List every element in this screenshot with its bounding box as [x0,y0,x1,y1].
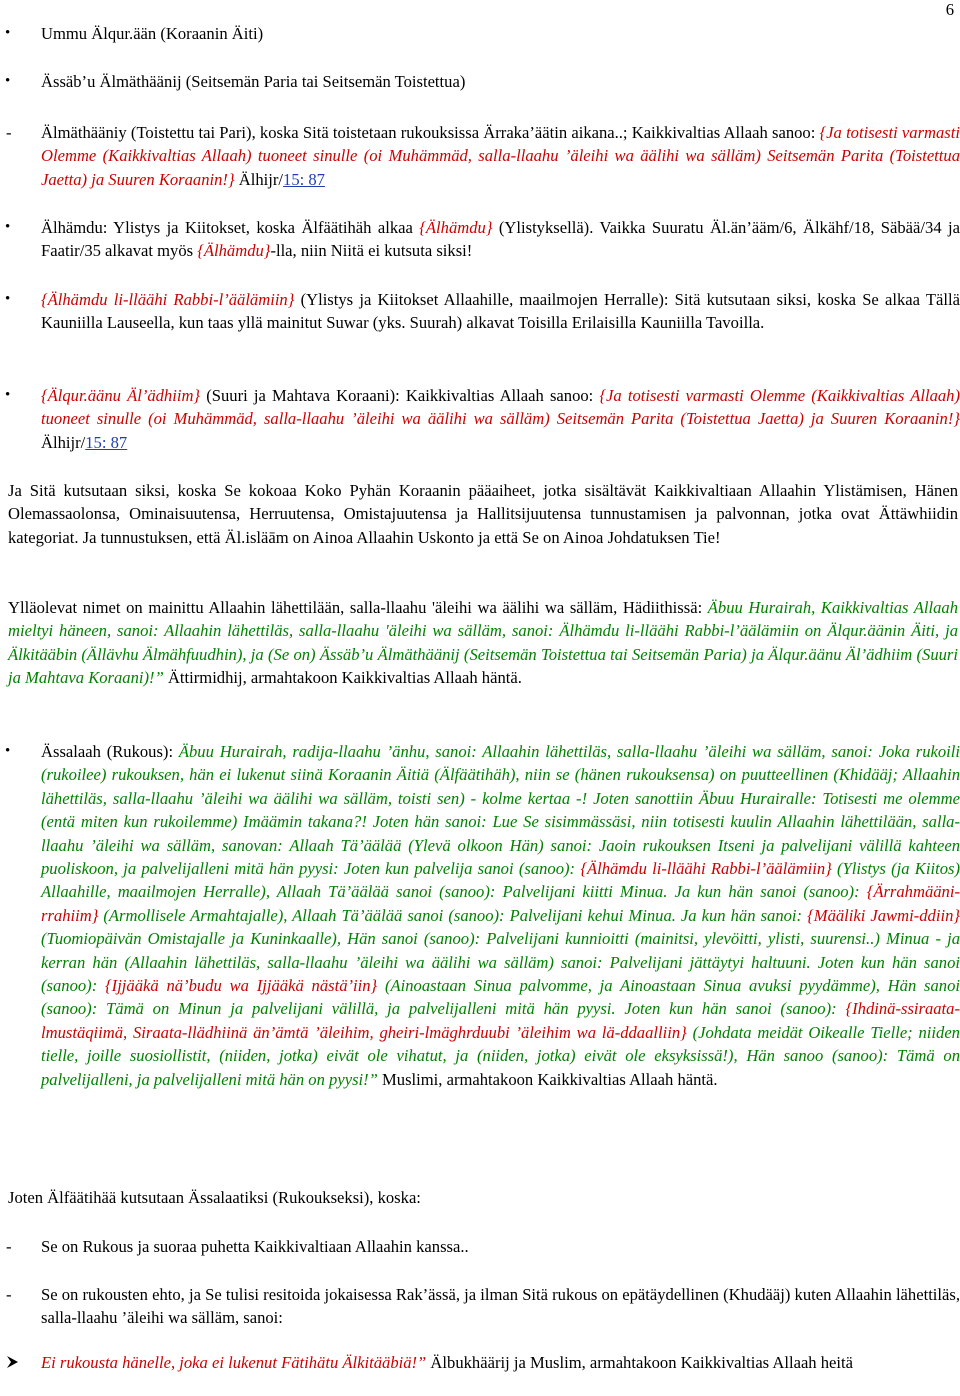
list-item [0,740,960,1091]
list-item-text [41,70,960,93]
text-run: (Suuri ja Mahtava Koraani): Kaikkivaltias Allaah sanoo: [200,386,600,405]
list-item [0,1283,960,1330]
bullet-icon: • [5,387,11,403]
list-item-text [41,1283,960,1330]
text-run: -lla, niin Niitä ei kutsuta siksi! [270,241,473,261]
bullet-icon: • [5,73,11,89]
hadith-quote: (Johdata meidät Oikealle Tielle; niiden tielle, joille suosiollistit, (niiden, jotka) eivät ole vihatut, ja (niiden, jotka) eivät ole eksyksissä!), Hän sanoo (sanoo): Tämä on palvelijalleni, ja palvelijalleni mitä hän on pyysi!” [41,1022,960,1089]
quran-quote: Ei rukousta hänelle, joka ei lukenut Fätihätu Älkitääbiä!” [41,1353,427,1372]
list-item [0,70,960,93]
text-run: Ässalaah (Rukous): [41,742,179,761]
bullet-icon: • [5,291,11,307]
quran-quote: {Ihdinä-ssiraata-lmustäqiimä, Siraata-llädhiinä än’ämtä ’äleihim, gheiri-lmäghrduubi ’äleihim wa lä-ddaalliin} [41,999,960,1042]
list-item-text [41,216,960,263]
list-item [0,288,960,335]
text-run: Ylläolevat nimet on mainittu Allaahin lähettilään, salla-llaahu 'äleihi wa äälihi wa sälläm, Hädiithissä: [8,598,708,617]
arrow-bullet-icon [6,1355,20,1369]
text-run: Joten Älfäätihää kutsutaan Ässalaatiksi (Rukoukseksi), koska: [8,1188,421,1207]
hadith-quote: (Armollisele Armahtajalle), Allaah Tä’äälää sanoi (sanoo): Palvelijani kehui Minua. Ja kun hän sanoi: [98,905,808,925]
dash-marker: - [6,1237,12,1256]
text-run: Älhämdu: Ylistys ja Kiitokset, koska Älfäätihäh alkaa [41,218,420,237]
hadith-quote: (Ainoastaan Sinua palvomme, ja Ainoastaan Sinua avuksi pyydämme), Hän sanoi (sanoo): Tämä on Minun ja palvelijani välillä, ja palvelijalleni mitä hän pyysi. Joten kun hän sanoi (sanoo): [41,976,960,1019]
list-item-text [41,740,960,1091]
hadith-quote: (Tuomiopäivän Omistajalle ja Kuninkaalle), Hän sanoi (sanoo): Palvelijani kunnioitti (mainitsi, ylevöitti, ylisti, suurensi..) Minua - ja kerran hän (Allaahin lähettiläs, salla-llaahu ’äleihi wa äälihi wa sälläm) sanoi: Palvelijani jättäytyi haltuuni. Joten kun hän sanoi (sanoo): [41,929,960,996]
list-item [0,1235,960,1258]
list-item [0,121,960,191]
text-run: (Ylistyksellä). Vaikka Suuratu Äl.än’ääm/6, Älkähf/18, Säbää/34 ja Faatir/35 alkavat myös [41,218,960,261]
text-run: Älbukhäärij ja Muslim, armahtakoon Kaikkivaltias Allaah heitä [426,1353,854,1372]
text-run: Älhijr/ [234,169,284,189]
quran-quote: {Ärrahmääni-rrahiim} [41,882,960,925]
paragraph [8,479,958,549]
quran-quote: {Älqur.äänu Äl’ädhiim} [41,386,201,405]
list-item-text [41,384,960,454]
text-run: Muslimi, armahtakoon Kaikkivaltias Allaah häntä. [377,1069,718,1089]
dash-marker: - [6,123,12,142]
quran-quote: {Ja totisesti varmasti Olemme (Kaikkivaltias Allaah) tuoneet sinulle (oi Muhämmäd, salla-llaahu ’äleihi wa äälihi wa sälläm) Seitsemän Parita (Toistettua Jaetta) ja Suuren Koraanin!} [41,386,960,429]
text-run: Ja Sitä kutsutaan siksi, koska Se kokoaa Koko Pyhän Koraanin pääaiheet, jotka sisältävät Kaikkivaltiaan Allaahin Ylistämisen, Hänen Olemassaolonsa, Ominaisuutensa, Herruutensa, Omistajuutensa ja Hallitsijuutensa tunnustamisen ja palvonnan, jotka ovat Ättäwhiidin kategoriat. Ja tunnustuksen, että Äl.isläām on Ainoa Allaahin Uskonto ja että Se on Ainoa Johdatuksen Tie! [8,481,958,547]
paragraph [8,1186,958,1209]
quran-quote: {Ja totisesti varmasti Olemme (Kaikkivaltias Allaah) tuoneet sinulle (oi Muhämmäd, salla-llaahu ’äleihi wa äälihi wa sälläm) Seitsemän Parita (Toistettua Jaetta) ja Suuren Koraanin!} [41,123,960,189]
quran-quote: {Älhämdu} [419,218,493,237]
list-item [0,384,960,454]
page-number: 6 [945,0,954,19]
text-run: Älhijr/ [41,432,86,452]
text-run: (Ylistys ja Kiitokset Allaahille, maailmojen Herralle): Sitä kutsutaan siksi, koska Se alkaa Tällä Kauniilla Lauseella, kun taas yllä mainitut Suwar (yks. Suurah) alkavat Toisilla Erilaisilla Kauniilla Tavoilla. [41,290,960,333]
list-item [0,22,960,45]
list-item-text [41,22,960,45]
bullet-icon: • [5,219,11,235]
list-item [0,216,960,263]
list-item-text [41,1235,960,1258]
bullet-icon: • [5,25,11,41]
hadith-quote: Äbuu Hurairah, Kaikkivaltias Allaah mieltyi häneen, sanoi: Allaahin lähettiläs, salla-llaahu 'äleihi wa sälläm, sanoi: Älhämdu li-lläähi Rabbi-l’äälämiin on Älqur.äänin Äiti, ja Älkitääbin (Ällävhu Älmähfuudhin), ja (Se on) Ässäb’u Älmäthäänij (Seitsemän Toistettua tai Seitsemän Paria) ja Älqur.äänu Äl’ädhiim (Suuri ja Mahtava Koraani)!” [8,598,958,688]
text-run: Se on rukousten ehto, ja Se tulisi resitoida jokaisessa Rak’ässä, ja ilman Sitä rukous on epätäydellinen (Khudääj) kuten Allaahin lähettiläs, salla-llaahu ’äleihi wa sälläm, sanoi: [41,1285,960,1328]
quran-quote: {Älhämdu} [197,241,271,261]
list-item-text [41,1351,960,1374]
text-run: Se on Rukous ja suoraa puhetta Kaikkivaltiaan Allaahin kanssa.. [41,1237,469,1256]
reference-link[interactable]: 15: 87 [283,169,325,189]
text-run: Älmäthääniy (Toistettu tai Pari), koska Sitä toistetaan rukouksissa Ärraka’äätin aikana..; Kaikkivaltias Allaah sanoo: [41,123,820,142]
paragraph [8,596,958,690]
quran-quote: {Ijjääkä nä’budu wa Ijjääkä nästä’iin} [105,976,378,996]
dash-marker: - [6,1285,12,1304]
list-item-text [41,288,960,335]
list-item-text [41,121,960,191]
text-run: Ummu Älqur.ään (Koraanin Äiti) [41,24,264,43]
bullet-icon: • [5,743,11,759]
quran-quote: {Älhämdu li-lläähi Rabbi-l’äälämiin} [580,859,832,879]
hadith-quote: (Ylistys (ja Kiitos) Allaahille, maailmojen Herralle), Allaah Tä’äälää sanoi (sanoo): Palvelijani kiitti Minua. Ja kun hän sanoi (sanoo): [41,859,960,902]
quran-quote: {Määliki Jawmi-ddiin} [807,905,960,925]
text-run: Ässäb’u Älmäthäänij (Seitsemän Paria tai Seitsemän Toistettua) [41,72,466,91]
hadith-quote: Äbuu Hurairah, radija-llaahu ’änhu, sanoi: Allaahin lähettiläs, salla-llaahu ’äleihi wa sälläm, sanoi: Joka rukoili (rukoilee) rukouksen, hän ei lukenut siinä Koraanin Äitiä (Älfäätihäh), niin se (hänen rukouksensa) on puutteellinen (Khidääj; Allaahin lähettiläs, salla-llaahu ’äleihi wa äälihi wa sälläm, toisti sen) - kolme kertaa -! Joten sanottiin Äbuu Hurairalle: Totisesti me olemme (entä miten kun rukoilemme) Imäämin takana?! Joten hän sanoi: Lue Se sisimmässäsi, niin totisesti kuulin Allaahin lähettilään, salla-llaahu ’äleihi wa sälläm, sanovan: Allaah Tä’äälää (Ylevä olkoon Hän) sanoi: Jaoin rukouksen Itseni ja palvelijani välillä kahteen puoliskoon, ja palvelijalleni mitä hän pyysi: Joten kun palvelija sanoi (sanoo): [41,742,960,879]
list-item [0,1351,960,1374]
reference-link[interactable]: 15: 87 [85,432,128,452]
text-run: Ättirmidhij, armahtakoon Kaikkivaltias Allaah häntä. [163,668,522,688]
quran-quote: {Älhämdu li-lläähi Rabbi-l’äälämiin} [41,290,295,309]
